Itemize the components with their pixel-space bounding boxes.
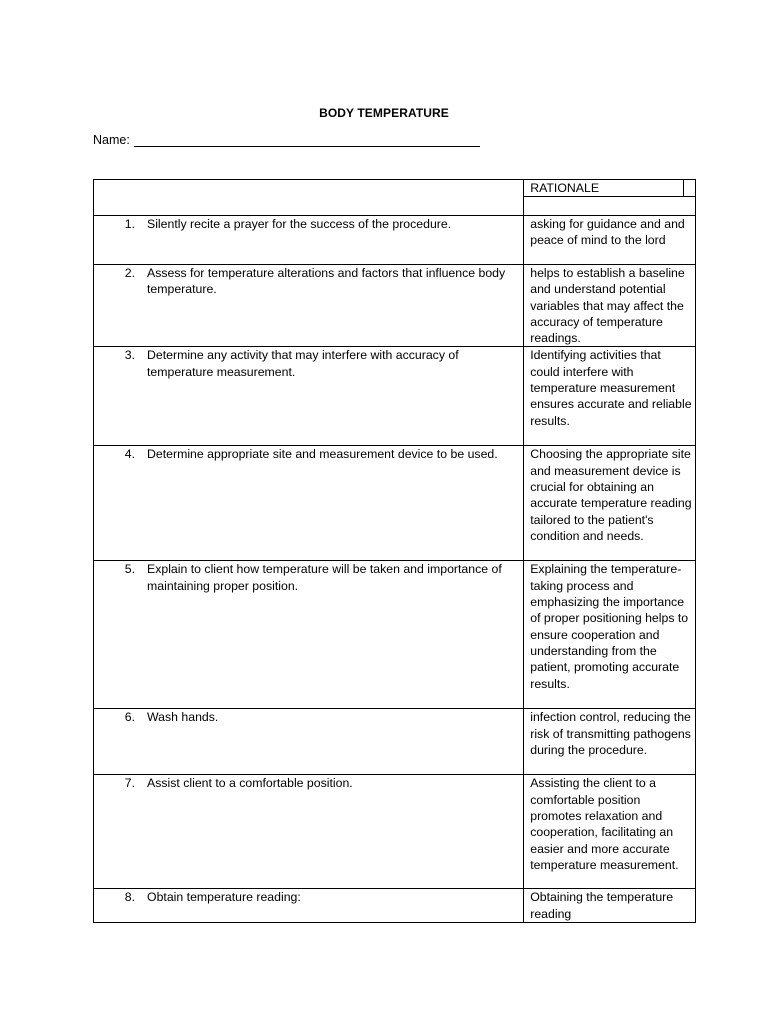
rationale-cell: Identifying activities that could interfere with temperature measurement ensures accurate and reliable results. (524, 347, 696, 446)
table-row (94, 561, 696, 709)
step-cell (94, 889, 524, 923)
header-rationale-cell (524, 180, 696, 216)
step-number: 3. (124, 348, 135, 363)
table-header-row (94, 180, 696, 216)
step-cell (94, 216, 524, 265)
procedure-table (93, 179, 696, 923)
step-number: 2. (124, 266, 135, 280)
rationale-header: RATIONALE (523, 180, 684, 197)
step-text: Determine any activity that may interfere with accuracy of temperature measurement. (147, 348, 459, 379)
rationale-cell: Assisting the client to a comfortable position promotes relaxation and cooperation, facilitating an easier and more accurate temperature measurement. (524, 775, 696, 889)
step-text: Assist client to a comfortable position. (147, 776, 353, 791)
table-row (94, 347, 696, 446)
name-row (93, 132, 480, 147)
step-number: 8. (124, 890, 135, 905)
table-row (94, 265, 696, 347)
header-divider (523, 196, 696, 197)
step-text: Silently recite a prayer for the success of the procedure. (147, 217, 452, 231)
table-row (94, 216, 696, 265)
step-text: Explain to client how temperature will be taken and importance of maintaining proper position. (147, 562, 502, 593)
step-cell (94, 709, 524, 775)
rationale-cell: infection control, reducing the risk of transmitting pathogens during the procedure. (524, 709, 696, 775)
step-number: 5. (124, 562, 135, 577)
step-cell (94, 265, 524, 347)
rationale-cell: asking for guidance and and peace of mind to the lord (524, 216, 696, 265)
step-text: Wash hands. (147, 710, 219, 725)
rationale-cell: Choosing the appropriate site and measurement device is crucial for obtaining an accurate temperature reading tailored to the patient's condition and needs. (524, 446, 696, 561)
step-number: 6. (124, 710, 135, 725)
rationale-cell: helps to establish a baseline and understand potential variables that may affect the accuracy of temperature readings. (524, 265, 696, 347)
document-title: BODY TEMPERATURE (319, 106, 449, 120)
step-text: Assess for temperature alterations and factors that influence body temperature. (147, 266, 506, 297)
rationale-cell: Obtaining the temperature reading (524, 889, 696, 923)
table-row (94, 709, 696, 775)
name-field[interactable] (134, 132, 480, 147)
step-number: 1. (124, 217, 135, 231)
step-cell (94, 446, 524, 561)
step-number: 7. (124, 776, 135, 791)
header-steps-cell (94, 180, 524, 216)
step-cell (94, 775, 524, 889)
step-text: Obtain temperature reading: (147, 890, 301, 905)
table-row (94, 446, 696, 561)
table-row (94, 775, 696, 889)
name-label: Name: (93, 133, 130, 147)
rationale-cell: Explaining the temperature-taking process and emphasizing the importance of proper positioning helps to ensure cooperation and understanding from the patient, promoting accurate results. (524, 561, 696, 709)
step-cell (94, 561, 524, 709)
table-row (94, 889, 696, 923)
step-cell (94, 347, 524, 446)
step-number: 4. (124, 447, 135, 462)
step-text: Determine appropriate site and measurement device to be used. (147, 447, 498, 462)
